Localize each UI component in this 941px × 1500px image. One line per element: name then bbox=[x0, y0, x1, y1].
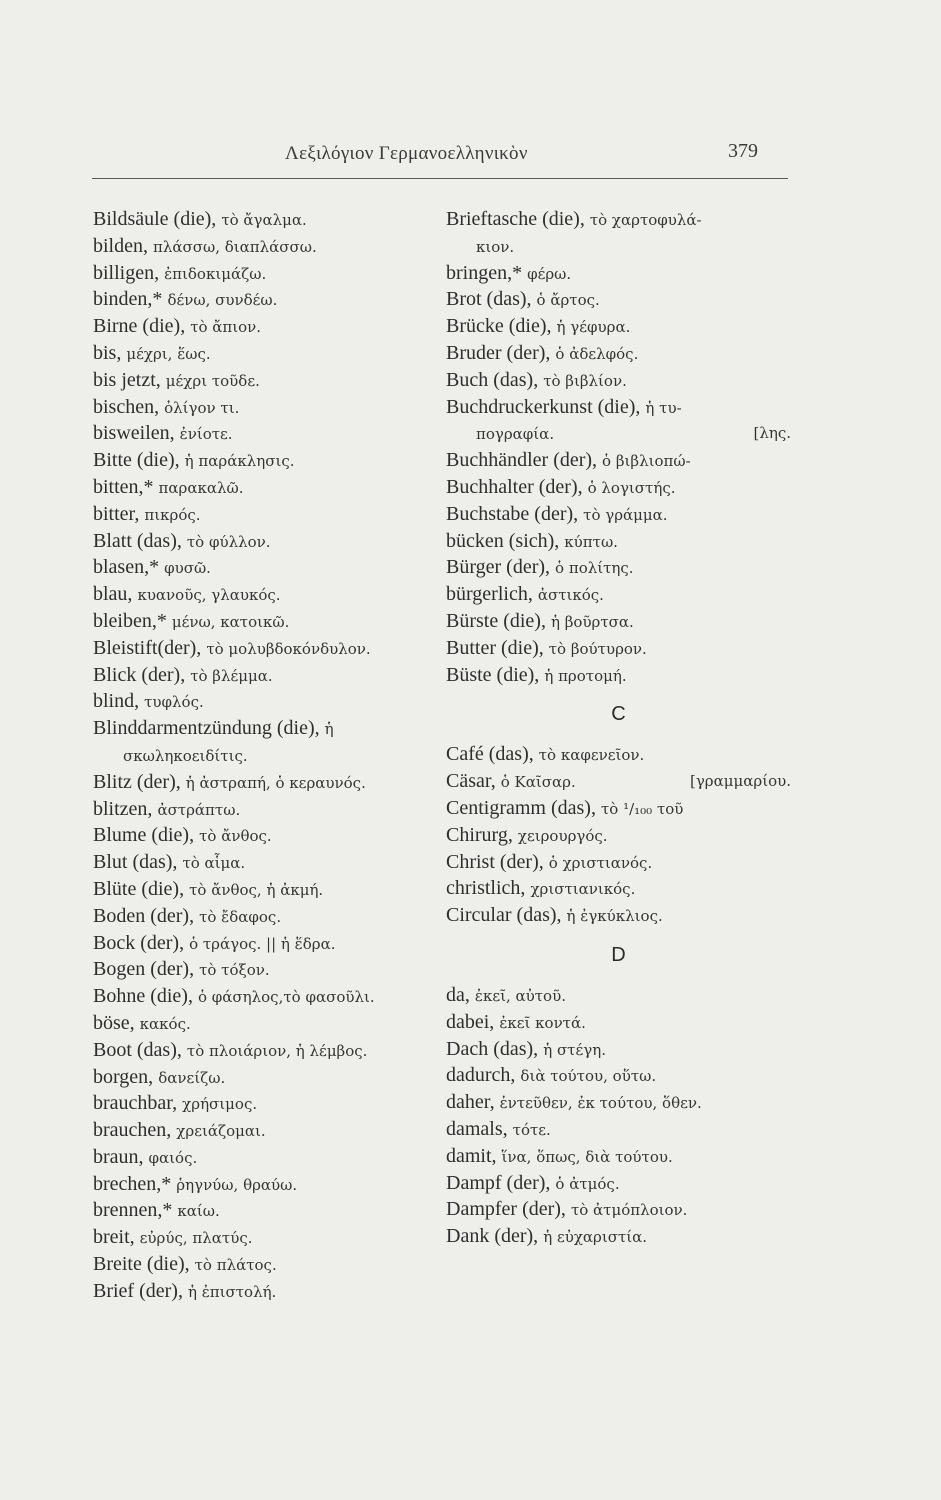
german-headword: Boot (das), bbox=[93, 1038, 182, 1061]
german-headword: Brot (das), bbox=[446, 288, 532, 311]
dictionary-entry bbox=[93, 447, 433, 474]
section-b-continued bbox=[446, 206, 791, 688]
german-headword: Blume (die), bbox=[93, 824, 195, 847]
dictionary-entry bbox=[93, 769, 433, 796]
greek-translation: τότε. bbox=[512, 1120, 551, 1139]
dictionary-entry bbox=[446, 875, 791, 902]
dictionary-entry bbox=[446, 849, 791, 876]
german-headword: Boden (der), bbox=[93, 904, 195, 927]
greek-translation: ὁ τράγος. || ἡ ἕδρα. bbox=[189, 934, 336, 953]
dictionary-entry bbox=[446, 474, 791, 501]
greek-translation: ἡ εὐχαριστία. bbox=[543, 1228, 648, 1247]
german-headword: damit, bbox=[446, 1144, 497, 1167]
greek-translation: τὸ γράμμα. bbox=[583, 505, 668, 524]
greek-translation: τὸ βιβλίον. bbox=[543, 371, 627, 390]
dictionary-entry bbox=[93, 662, 433, 689]
greek-translation: σκωληκοειδίτις. bbox=[123, 746, 248, 765]
greek-translation: τὸ φύλλον. bbox=[186, 532, 271, 551]
greek-translation: χριστιανικός. bbox=[530, 880, 636, 899]
section-letter-d: D bbox=[611, 943, 626, 966]
dictionary-entry bbox=[93, 742, 433, 769]
german-headword: Bildsäule (die), bbox=[93, 208, 217, 230]
german-headword: Büste (die), bbox=[446, 663, 540, 686]
german-headword: bitter, bbox=[93, 502, 140, 525]
german-headword: Centigramm (das), bbox=[446, 796, 596, 819]
greek-translation: τὸ χαρτοφυλά- bbox=[589, 211, 702, 229]
greek-translation: τὸ αἷμα. bbox=[182, 854, 246, 873]
german-headword: bis jetzt, bbox=[93, 368, 161, 391]
german-headword: Buchdruckerkunst (die), bbox=[446, 395, 641, 418]
dictionary-entry bbox=[446, 286, 791, 313]
dictionary-entry bbox=[93, 1010, 433, 1037]
greek-translation: ὁ Καῖσαρ. bbox=[500, 773, 576, 792]
section-d bbox=[446, 982, 791, 1250]
dictionary-entry bbox=[446, 662, 791, 689]
german-headword: dabei, bbox=[446, 1010, 495, 1033]
greek-translation: ἡ παράκλησις. bbox=[184, 452, 295, 471]
dictionary-entry bbox=[446, 233, 791, 260]
german-headword: breit, bbox=[93, 1226, 135, 1249]
dictionary-entry bbox=[93, 635, 433, 662]
dictionary-entry bbox=[446, 1036, 791, 1063]
dictionary-entry bbox=[446, 1062, 791, 1089]
greek-translation: ἡ τυ- bbox=[645, 398, 682, 417]
greek-translation: τὸ μολυβδοκόνδυλον. bbox=[206, 639, 371, 658]
greek-translation: καίω. bbox=[177, 1202, 220, 1221]
german-headword: damals, bbox=[446, 1117, 508, 1140]
dictionary-entry bbox=[93, 420, 433, 447]
german-headword: bringen,* bbox=[446, 261, 523, 284]
greek-translation: ὁ λογιστής. bbox=[587, 478, 676, 497]
greek-translation: τυφλός. bbox=[144, 693, 204, 712]
german-headword: Brieftasche (die), bbox=[446, 208, 585, 230]
dictionary-entry bbox=[446, 206, 791, 233]
german-headword: Buchhändler (der), bbox=[446, 449, 598, 472]
german-headword: bis, bbox=[93, 341, 122, 364]
german-headword: bischen, bbox=[93, 395, 160, 418]
greek-translation: παρακαλῶ. bbox=[158, 478, 244, 497]
dictionary-entry bbox=[93, 394, 433, 421]
german-headword: Circular (das), bbox=[446, 904, 562, 927]
greek-translation: ὁ ἀτμός. bbox=[555, 1174, 620, 1193]
german-headword: Dampfer (der), bbox=[446, 1198, 566, 1221]
greek-translation: ἡ στέγη. bbox=[543, 1040, 606, 1059]
dictionary-entry bbox=[93, 1117, 433, 1144]
greek-translation: ἡ ἐπιστολή. bbox=[187, 1282, 277, 1301]
greek-translation: ἡ ἀστραπή, ὁ κεραυνός. bbox=[185, 773, 366, 792]
dictionary-entry bbox=[446, 501, 791, 528]
greek-translation: ῥηγνύω, θραύω. bbox=[176, 1175, 298, 1194]
greek-translation: τὸ ἄνθος, ἡ ἀκμή. bbox=[189, 880, 324, 899]
german-headword: billigen, bbox=[93, 261, 160, 284]
greek-translation: ἀστικός. bbox=[537, 586, 604, 605]
greek-translation: κύπτω. bbox=[564, 532, 618, 551]
german-headword: binden,* bbox=[93, 288, 163, 311]
german-headword: Butter (die), bbox=[446, 636, 544, 659]
german-headword: brennen,* bbox=[93, 1199, 173, 1222]
greek-translation: χρειάζομαι. bbox=[176, 1122, 266, 1141]
dictionary-entry bbox=[93, 367, 433, 394]
german-headword: Bruder (der), bbox=[446, 341, 551, 364]
dictionary-entry bbox=[93, 340, 433, 367]
dictionary-entry bbox=[446, 822, 791, 849]
german-headword: daher, bbox=[446, 1091, 495, 1114]
greek-translation: τὸ ¹/₁₀₀ τοῦ bbox=[600, 799, 684, 818]
german-headword: Buchstabe (der), bbox=[446, 502, 579, 525]
dictionary-entry bbox=[93, 1090, 433, 1117]
german-headword: Cäsar, bbox=[446, 770, 496, 793]
german-headword: Chirurg, bbox=[446, 823, 513, 846]
greek-translation: τὸ πλάτος. bbox=[194, 1256, 277, 1275]
greek-translation: τὸ καφενεῖον. bbox=[538, 746, 645, 765]
dictionary-entry bbox=[93, 849, 433, 876]
german-headword: Blut (das), bbox=[93, 851, 178, 874]
dictionary-entry bbox=[93, 608, 433, 635]
overflow-note: [γραμμαρίου. bbox=[689, 772, 791, 791]
greek-translation: διὰ τούτου, οὕτω. bbox=[520, 1067, 657, 1086]
right-column bbox=[446, 206, 791, 1250]
german-headword: bleiben,* bbox=[93, 609, 167, 632]
german-headword: braun, bbox=[93, 1145, 144, 1168]
overflow-note: [λης. bbox=[753, 424, 791, 443]
greek-translation: δανείζω. bbox=[158, 1068, 226, 1087]
greek-translation: τὸ βλέμμα. bbox=[190, 666, 273, 685]
dictionary-entry bbox=[93, 983, 433, 1010]
dictionary-entry bbox=[446, 608, 791, 635]
dictionary-entry bbox=[93, 956, 433, 983]
dictionary-entry bbox=[93, 1064, 433, 1091]
greek-translation: ἐκεῖ κοντά. bbox=[499, 1013, 586, 1032]
dictionary-entry bbox=[446, 581, 791, 608]
dictionary-entry bbox=[446, 1196, 791, 1223]
dictionary-entry bbox=[446, 1009, 791, 1036]
dictionary-entry bbox=[446, 1089, 791, 1116]
greek-translation: ἡ βοῦρτσα. bbox=[550, 612, 634, 631]
greek-translation: δένω, συνδέω. bbox=[167, 291, 278, 310]
dictionary-entry bbox=[446, 1170, 791, 1197]
dictionary-entry bbox=[93, 1037, 433, 1064]
greek-translation: εὐρύς, πλατύς. bbox=[139, 1229, 253, 1248]
german-headword: Brief (der), bbox=[93, 1279, 183, 1302]
greek-translation: τὸ βούτυρον. bbox=[548, 639, 647, 658]
german-headword: borgen, bbox=[93, 1065, 154, 1088]
dictionary-entry bbox=[446, 394, 791, 421]
greek-translation: μένω, κατοικῶ. bbox=[171, 612, 290, 631]
greek-translation: κακός. bbox=[139, 1014, 191, 1033]
german-headword: blitzen, bbox=[93, 797, 153, 820]
german-headword: Bitte (die), bbox=[93, 449, 180, 472]
german-headword: Christ (der), bbox=[446, 850, 544, 873]
greek-translation: φυσῶ. bbox=[164, 559, 211, 578]
page-number: 379 bbox=[728, 140, 758, 162]
dictionary-entry bbox=[446, 902, 791, 929]
dictionary-entry bbox=[446, 313, 791, 340]
greek-translation: μέχρι τοῦδε. bbox=[165, 371, 260, 390]
greek-translation: ἐκεῖ, αὐτοῦ. bbox=[474, 986, 566, 1005]
greek-translation: ἵνα, ὅπως, διὰ τούτου. bbox=[501, 1147, 673, 1166]
dictionary-entry bbox=[93, 876, 433, 903]
dictionary-entry bbox=[93, 233, 433, 260]
german-headword: Bleistift(der), bbox=[93, 636, 202, 659]
german-headword: Blick (der), bbox=[93, 663, 186, 686]
left-column bbox=[93, 206, 433, 1305]
greek-translation: τὸ ἔδαφος. bbox=[199, 907, 282, 926]
greek-translation: τὸ ἀτμόπλοιον. bbox=[570, 1201, 688, 1220]
german-headword: Bürste (die), bbox=[446, 609, 546, 632]
running-header-title: Λεξιλόγιον Γερμανοελληνικὸν bbox=[285, 143, 528, 164]
dictionary-entry bbox=[446, 795, 791, 822]
german-headword: bücken (sich), bbox=[446, 529, 560, 552]
greek-translation: ὁ βιβλιοπώ- bbox=[602, 452, 691, 471]
german-headword: brechen,* bbox=[93, 1172, 172, 1195]
german-headword: Blatt (das), bbox=[93, 529, 182, 552]
german-headword: Blitz (der), bbox=[93, 770, 181, 793]
greek-translation: φέρω. bbox=[527, 264, 572, 283]
german-headword: Blinddarmentzündung (die), bbox=[93, 717, 320, 740]
dictionary-entry bbox=[93, 474, 433, 501]
dictionary-entry bbox=[446, 1143, 791, 1170]
german-headword: Bohne (die), bbox=[93, 985, 193, 1008]
greek-translation: ὁ ἀδελφός. bbox=[555, 344, 639, 363]
dictionary-entry bbox=[93, 554, 433, 581]
greek-translation: ὁ ἄρτος. bbox=[536, 291, 600, 310]
german-headword: dadurch, bbox=[446, 1064, 516, 1087]
dictionary-entry bbox=[93, 796, 433, 823]
german-headword: Breite (die), bbox=[93, 1253, 190, 1276]
greek-translation: ἡ bbox=[324, 720, 334, 739]
greek-translation: μέχρι, ἕως. bbox=[126, 344, 211, 363]
greek-translation: κυανοῦς, γλαυκός. bbox=[137, 586, 281, 605]
dictionary-entry bbox=[93, 1251, 433, 1278]
dictionary-entry bbox=[446, 1223, 791, 1250]
greek-translation: τὸ πλοιάριον, ἡ λέμβος. bbox=[186, 1041, 368, 1060]
german-headword: Bürger (der), bbox=[446, 556, 551, 579]
dictionary-entry bbox=[93, 822, 433, 849]
greek-translation: πλάσσω, διαπλάσσω. bbox=[153, 237, 317, 256]
german-headword: blasen,* bbox=[93, 556, 160, 579]
dictionary-entry bbox=[93, 528, 433, 555]
dictionary-entry bbox=[446, 340, 791, 367]
german-headword: Birne (die), bbox=[93, 315, 186, 338]
dictionary-entry bbox=[93, 313, 433, 340]
german-headword: bitten,* bbox=[93, 475, 154, 498]
german-headword: Bock (der), bbox=[93, 931, 185, 954]
german-headword: da, bbox=[446, 983, 470, 1006]
german-headword: Buchhalter (der), bbox=[446, 475, 583, 498]
greek-translation: πικρός. bbox=[144, 505, 201, 524]
german-headword: blau, bbox=[93, 583, 133, 606]
dictionary-entry bbox=[93, 1197, 433, 1224]
dictionary-entry bbox=[446, 528, 791, 555]
greek-translation: ἐπιδοκιμάζω. bbox=[164, 264, 267, 283]
german-headword: Bogen (der), bbox=[93, 958, 195, 981]
section-c bbox=[446, 741, 791, 929]
greek-translation: τὸ ἄπιον. bbox=[190, 318, 262, 337]
german-headword: christlich, bbox=[446, 877, 526, 900]
dictionary-entry bbox=[446, 447, 791, 474]
greek-translation: ὁ πολίτης. bbox=[555, 559, 634, 578]
greek-translation: ὁ φάσηλος,τὸ φασοῦλι. bbox=[197, 988, 375, 1007]
dictionary-entry bbox=[446, 554, 791, 581]
dictionary-entry bbox=[93, 930, 433, 957]
greek-translation: ἐντεῦθεν, ἐκ τούτου, ὅθεν. bbox=[499, 1094, 702, 1113]
dictionary-entry bbox=[93, 1224, 433, 1251]
dictionary-entry bbox=[93, 206, 433, 233]
german-headword: Café (das), bbox=[446, 743, 534, 766]
dictionary-entry bbox=[446, 367, 791, 394]
greek-translation: χειρουργός. bbox=[517, 826, 608, 845]
german-headword: bürgerlich, bbox=[446, 583, 533, 606]
dictionary-entry bbox=[93, 715, 433, 742]
german-headword: Buch (das), bbox=[446, 368, 539, 391]
german-headword: Brücke (die), bbox=[446, 315, 552, 338]
greek-translation: ὁ χριστιανός. bbox=[548, 853, 653, 872]
greek-translation: τὸ τόξον. bbox=[199, 961, 270, 980]
dictionary-entry bbox=[93, 260, 433, 287]
greek-translation: ἡ γέφυρα. bbox=[556, 318, 631, 337]
dictionary-entry bbox=[446, 768, 791, 795]
greek-translation: ἐνίοτε. bbox=[179, 425, 233, 444]
german-headword: böse, bbox=[93, 1011, 135, 1034]
dictionary-entry bbox=[446, 982, 791, 1009]
dictionary-entry bbox=[446, 1116, 791, 1143]
dictionary-entry bbox=[93, 1144, 433, 1171]
german-headword: bilden, bbox=[93, 234, 148, 257]
german-headword: Blüte (die), bbox=[93, 877, 185, 900]
german-headword: bisweilen, bbox=[93, 422, 175, 445]
greek-translation: φαιός. bbox=[148, 1148, 198, 1167]
header-rule bbox=[92, 178, 788, 179]
greek-translation: ἡ ἐγκύκλιος. bbox=[566, 907, 663, 926]
dictionary-entry bbox=[93, 1171, 433, 1198]
german-headword: Dach (das), bbox=[446, 1037, 539, 1060]
greek-translation: τὸ ἄγαλμα. bbox=[221, 211, 307, 229]
german-headword: blind, bbox=[93, 690, 140, 713]
dictionary-entry bbox=[93, 581, 433, 608]
dictionary-entry bbox=[93, 286, 433, 313]
greek-translation: τὸ ἄνθος. bbox=[199, 827, 272, 846]
greek-translation: ὀλίγον τι. bbox=[164, 398, 240, 417]
german-headword: Dampf (der), bbox=[446, 1171, 551, 1194]
dictionary-entry bbox=[446, 260, 791, 287]
german-headword: brauchen, bbox=[93, 1119, 172, 1142]
german-headword: Dank (der), bbox=[446, 1225, 539, 1248]
dictionary-entry bbox=[93, 903, 433, 930]
greek-translation: πογραφία. bbox=[476, 425, 555, 444]
dictionary-entry bbox=[93, 688, 433, 715]
greek-translation: κιον. bbox=[476, 237, 515, 256]
dictionary-entry bbox=[446, 741, 791, 768]
greek-translation: ἀστράπτω. bbox=[157, 800, 241, 819]
greek-translation: ἡ προτομή. bbox=[544, 666, 627, 685]
greek-translation: χρήσιμος. bbox=[182, 1095, 258, 1114]
dictionary-entry bbox=[446, 420, 791, 447]
dictionary-entry bbox=[93, 501, 433, 528]
dictionary-entry bbox=[446, 635, 791, 662]
dictionary-entry bbox=[93, 1278, 433, 1305]
german-headword: brauchbar, bbox=[93, 1092, 178, 1115]
section-letter-c: C bbox=[611, 703, 626, 726]
